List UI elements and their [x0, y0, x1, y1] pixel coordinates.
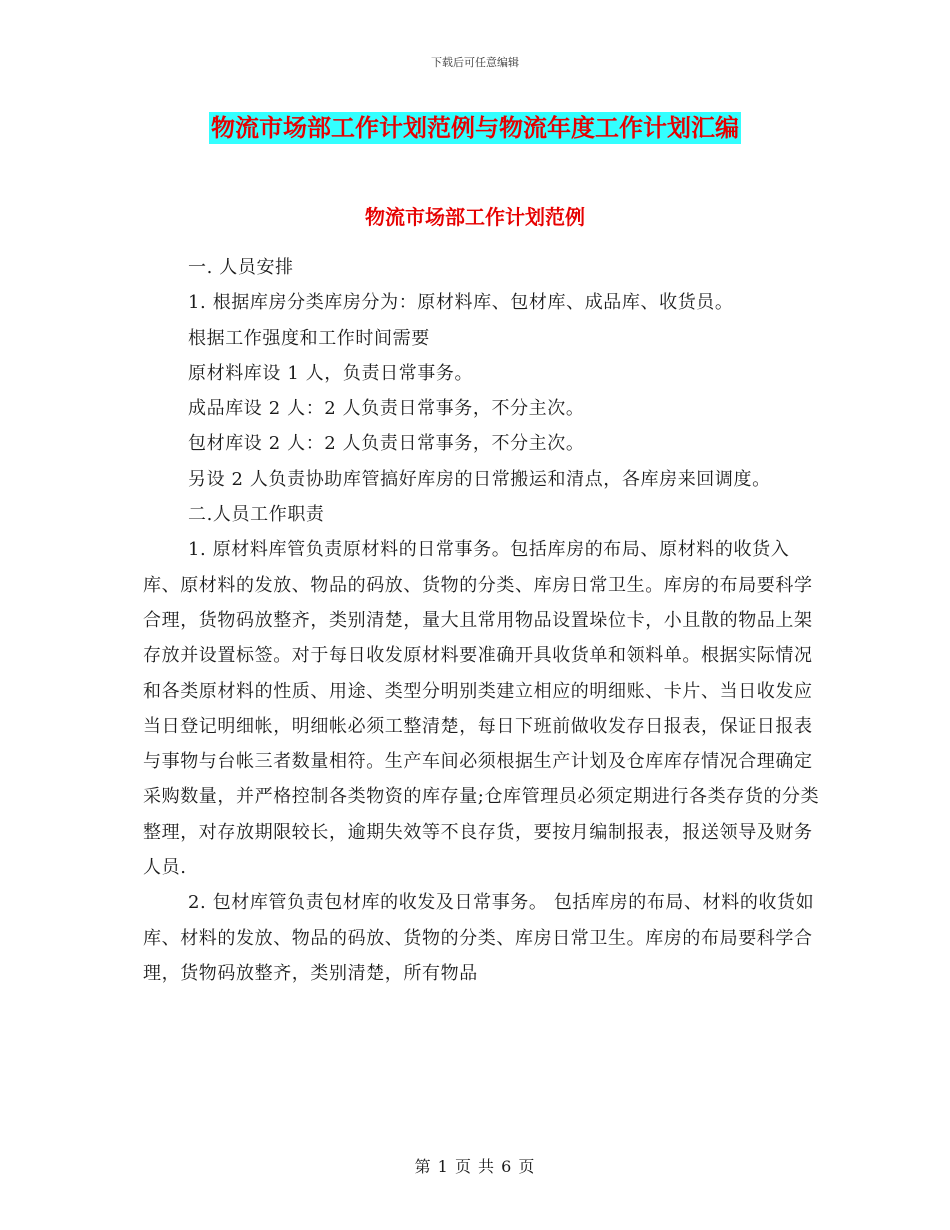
page-number-footer: 第 1 页 共 6 页: [414, 1157, 536, 1176]
header-note: 下载后可任意编辑: [431, 56, 519, 69]
paragraph: 2. 包材库管负责包材库的收发及日常事务。 包括库房的布局、材料的收货如库、材料的发放、物品的码放、货物的分类、库房日常卫生。库房的布局要科学合理，货物码放整齐，类别清楚，所有物品: [143, 892, 815, 984]
main-title: 物流市场部工作计划范例与物流年度工作计划汇编: [211, 113, 739, 142]
section-heading-1: 一. 人员安排: [188, 257, 294, 278]
paragraph: 1. 根据库房分类库房分为：原材料库、包材库、成品库、收货员。: [188, 292, 734, 314]
main-title-wrap: [0, 112, 950, 144]
paragraph: 1. 原材料库管负责原材料的日常事务。包括库房的布局、原材料的收货入库、原材料的发放、物品的码放、货物的分类、库房日常卫生。库房的布局要科学合理，货物码放整齐，类别清楚，量大且常用物品设置垛位卡，小且散的物品上架存放并设置标签。对于每日收发原材料要准确开具收货单和领料单。根据实际情况和各类原材料的性质、用途、类型分明别类建立相应的明细账、卡片、当日收发应当日登记明细帐，明细帐必须工整清楚，每日下班前做收发存日报表，保证日报表与事物与台帐三者数量相符。生产车间必须根据生产计划及仓库库存情况合理确定采购数量，并严格控制各类物资的库存量;仓库管理员必须定期进行各类存货的分类整理，对存放期限较长，逾期失效等不良存货，要按月编制报表，报送领导及财务人员.: [143, 539, 820, 879]
paragraph: 成品库设 2 人：2 人负责日常事务，不分主次。: [188, 398, 585, 420]
sub-title: 物流市场部工作计划范例: [365, 205, 585, 229]
body-text: [143, 250, 823, 991]
section-heading-2: 二.人员工作职责: [188, 504, 325, 526]
paragraph: 根据工作强度和工作时间需要: [188, 327, 430, 349]
paragraph: 另设 2 人负责协助库管搞好库房的日常搬运和清点，各库房来回调度。: [188, 468, 771, 490]
paragraph: 包材库设 2 人：2 人负责日常事务，不分主次。: [188, 433, 585, 455]
paragraph: 原材料库设 1 人，负责日常事务。: [188, 362, 474, 384]
